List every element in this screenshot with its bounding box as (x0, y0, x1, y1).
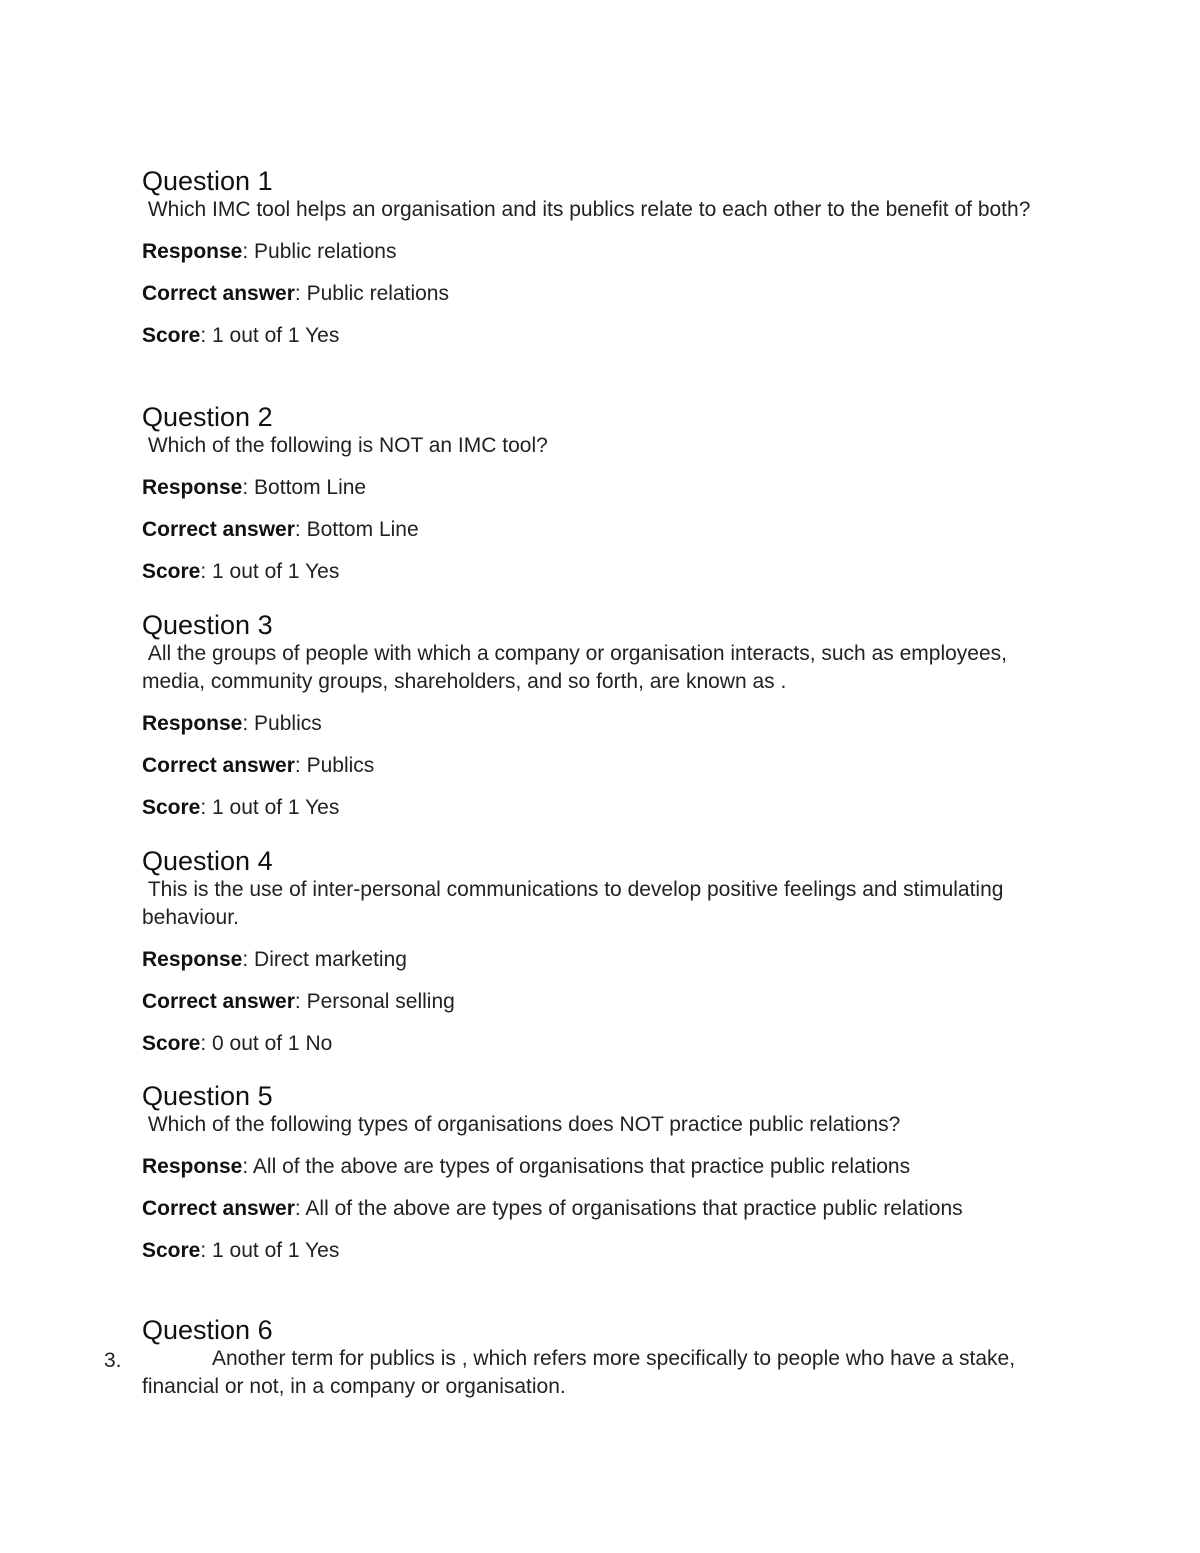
score-value: 1 out of 1 Yes (212, 1239, 340, 1262)
score-value: 0 out of 1 No (212, 1032, 333, 1055)
response-label: Response (142, 948, 243, 971)
question-block-6 (142, 1315, 1062, 1401)
score-label: Score (142, 1032, 201, 1055)
response-value: All of the above are types of organisations that practice public relations (252, 1155, 911, 1178)
response-value: Direct marketing (254, 948, 407, 971)
correct-answer-label: Correct answer (142, 1197, 295, 1220)
score-row: Score: 0 out of 1 No (142, 1032, 333, 1055)
response-label: Response (142, 1155, 243, 1178)
correct-answer-row: Correct answer: All of the above are types of organisations that practice public relations (142, 1197, 963, 1220)
response-row: Response: Bottom Line (142, 476, 367, 499)
score-row: Score: 1 out of 1 Yes (142, 1239, 340, 1262)
correct-answer-value: Publics (306, 754, 375, 777)
question-block-4 (142, 846, 1062, 1058)
question-block-2 (142, 402, 1062, 586)
score-value: 1 out of 1 Yes (212, 796, 340, 819)
question-title: Question 6 (142, 1315, 273, 1345)
score-row: Score: 1 out of 1 Yes (142, 560, 340, 583)
question-text: Which of the following is NOT an IMC tool? (142, 434, 548, 457)
question-title: Question 3 (142, 610, 273, 640)
response-row: Response: Publics (142, 712, 322, 735)
question-text: Which of the following types of organisations does NOT practice public relations? (142, 1113, 901, 1136)
question-block-5 (142, 1081, 1062, 1265)
question-title: Question 5 (142, 1081, 273, 1111)
question-text: Which IMC tool helps an organisation and its publics relate to each other to the benefit of both? (142, 198, 1031, 221)
correct-answer-label: Correct answer (142, 990, 295, 1013)
question-text-body: Another term for publics is , which refers more specifically to people who have a stake, financial or not, in a company or organisation. (142, 1347, 1016, 1398)
correct-answer-value: Personal selling (306, 990, 455, 1013)
score-label: Score (142, 1239, 201, 1262)
score-label: Score (142, 560, 201, 583)
question-title: Question 2 (142, 402, 273, 432)
response-row: Response: Public relations (142, 240, 397, 263)
response-label: Response (142, 712, 243, 735)
list-number: 3. (104, 1349, 122, 1372)
correct-answer-label: Correct answer (142, 518, 295, 541)
score-label: Score (142, 324, 201, 347)
correct-answer-row: Correct answer: Publics (142, 754, 375, 777)
question-text (142, 1345, 1062, 1401)
question-title: Question 1 (142, 166, 273, 196)
correct-answer-value: Bottom Line (306, 518, 419, 541)
score-row: Score: 1 out of 1 Yes (142, 324, 340, 347)
correct-answer-row: Correct answer: Personal selling (142, 990, 455, 1013)
response-value: Publics (254, 712, 322, 735)
response-value: Public relations (254, 240, 397, 263)
correct-answer-label: Correct answer (142, 282, 295, 305)
question-block-3 (142, 610, 1062, 822)
response-label: Response (142, 240, 243, 263)
response-label: Response (142, 476, 243, 499)
correct-answer-label: Correct answer (142, 754, 295, 777)
question-text: All the groups of people with which a company or organisation interacts, such as employees, media, community groups, shareholders, and so forth, are known as . (142, 642, 1013, 693)
correct-answer-row: Correct answer: Bottom Line (142, 518, 419, 541)
correct-answer-value: All of the above are types of organisations that practice public relations (305, 1197, 963, 1220)
question-title: Question 4 (142, 846, 273, 876)
response-row: Response: All of the above are types of organisations that practice public relations (142, 1155, 911, 1178)
question-block-1 (142, 166, 1062, 350)
correct-answer-row: Correct answer: Public relations (142, 282, 449, 305)
response-row: Response: Direct marketing (142, 948, 407, 971)
score-row: Score: 1 out of 1 Yes (142, 796, 340, 819)
score-value: 1 out of 1 Yes (212, 324, 340, 347)
response-value: Bottom Line (254, 476, 367, 499)
score-value: 1 out of 1 Yes (212, 560, 340, 583)
correct-answer-value: Public relations (306, 282, 449, 305)
question-text: This is the use of inter-personal communications to develop positive feelings and stimulating behaviour. (142, 878, 1010, 929)
score-label: Score (142, 796, 201, 819)
